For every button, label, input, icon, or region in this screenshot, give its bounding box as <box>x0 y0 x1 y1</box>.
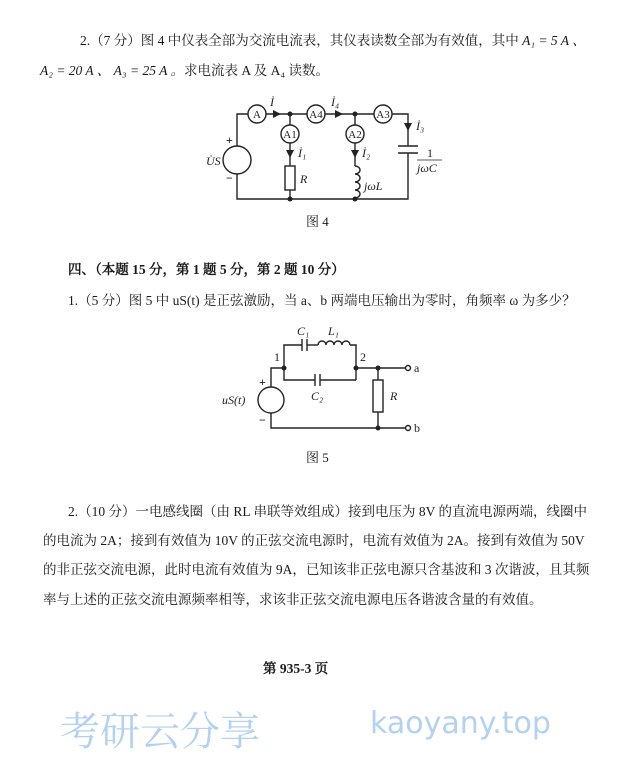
q3-2-line1: 2.（7 分）图 4 中仪表全部为交流电流表，其仪表读数全部为有效值，其中 A₁ = 5 A 、 <box>80 33 586 48</box>
terminal-a: a <box>414 361 420 375</box>
plus-sign: + <box>226 133 233 147</box>
node1-label: 1 <box>274 350 280 364</box>
source-us-label: U̇S <box>206 154 221 168</box>
l1-label: L₁ <box>328 324 339 338</box>
source-us-t-label: uS(t) <box>222 393 246 407</box>
watermark-chinese: 考研云分享 <box>60 709 260 755</box>
meter-a4: A4 <box>309 109 323 121</box>
watermark-url: kaoyany.top <box>370 706 551 741</box>
figure-5-caption: 图 5 <box>306 450 329 465</box>
meter-a3: A3 <box>376 109 390 121</box>
q4-2-line: 率与上述的正弦交流电源频率相等，求该非正弦交流电源电压各谐波含量的有效值。 <box>43 592 543 607</box>
resistor-r-label: R <box>300 172 308 186</box>
inductor-label: jωL <box>364 179 383 193</box>
current-i1: İ₁ <box>298 146 307 160</box>
q3-2-line2: A₂ = 20 A 、 A₃ = 25 A 。求电流表 A 及 A₄ 读数。 <box>40 63 329 78</box>
plus-sign: + <box>259 375 266 389</box>
minus-sign: − <box>259 413 266 427</box>
meter-a: A <box>253 109 261 121</box>
c2-label: C₂ <box>311 389 324 403</box>
section-4-heading: 四、（本题 15 分，第 1 题 5 分，第 2 题 10 分） <box>68 262 345 277</box>
figure-4-caption: 图 4 <box>306 214 329 229</box>
meter-a2: A2 <box>348 129 362 141</box>
c1-label: C₁ <box>297 324 310 338</box>
q4-2-line: 2.（10 分）一电感线圈（由 RL 串联等效组成）接到电压为 8V 的直流电源两端，线圈中 <box>68 504 588 519</box>
capacitor-den: jωC <box>417 161 437 175</box>
current-i3: İ₃ <box>416 119 425 133</box>
node2-label: 2 <box>360 350 366 364</box>
q4-2-line: 的电流为 2A；接到有效值为 10V 的正弦交流电源时，电流有效值为 2A。接到有效值为 50V <box>43 533 585 548</box>
meter-a1: A1 <box>283 129 297 141</box>
terminal-b: b <box>414 421 420 435</box>
page-footer: 第 935-3 页 <box>263 661 329 676</box>
current-i: İ <box>270 95 274 109</box>
minus-sign: − <box>226 171 233 185</box>
resistor-r-label: R <box>390 389 398 403</box>
q4-2-line: 的非正弦交流电源，此时电流有效值为 9A，已知该非正弦电源只含基波和 3 次谐波，且其频 <box>43 562 590 577</box>
current-i2: İ₂ <box>362 146 371 160</box>
capacitor-num: 1 <box>427 146 433 160</box>
q4-1-text: 1.（5 分）图 5 中 uS(t) 是正弦激励，当 a、b 两端电压输出为零时，角频率 ω 为多少？ <box>68 293 576 308</box>
current-i4: İ₄ <box>331 95 340 109</box>
